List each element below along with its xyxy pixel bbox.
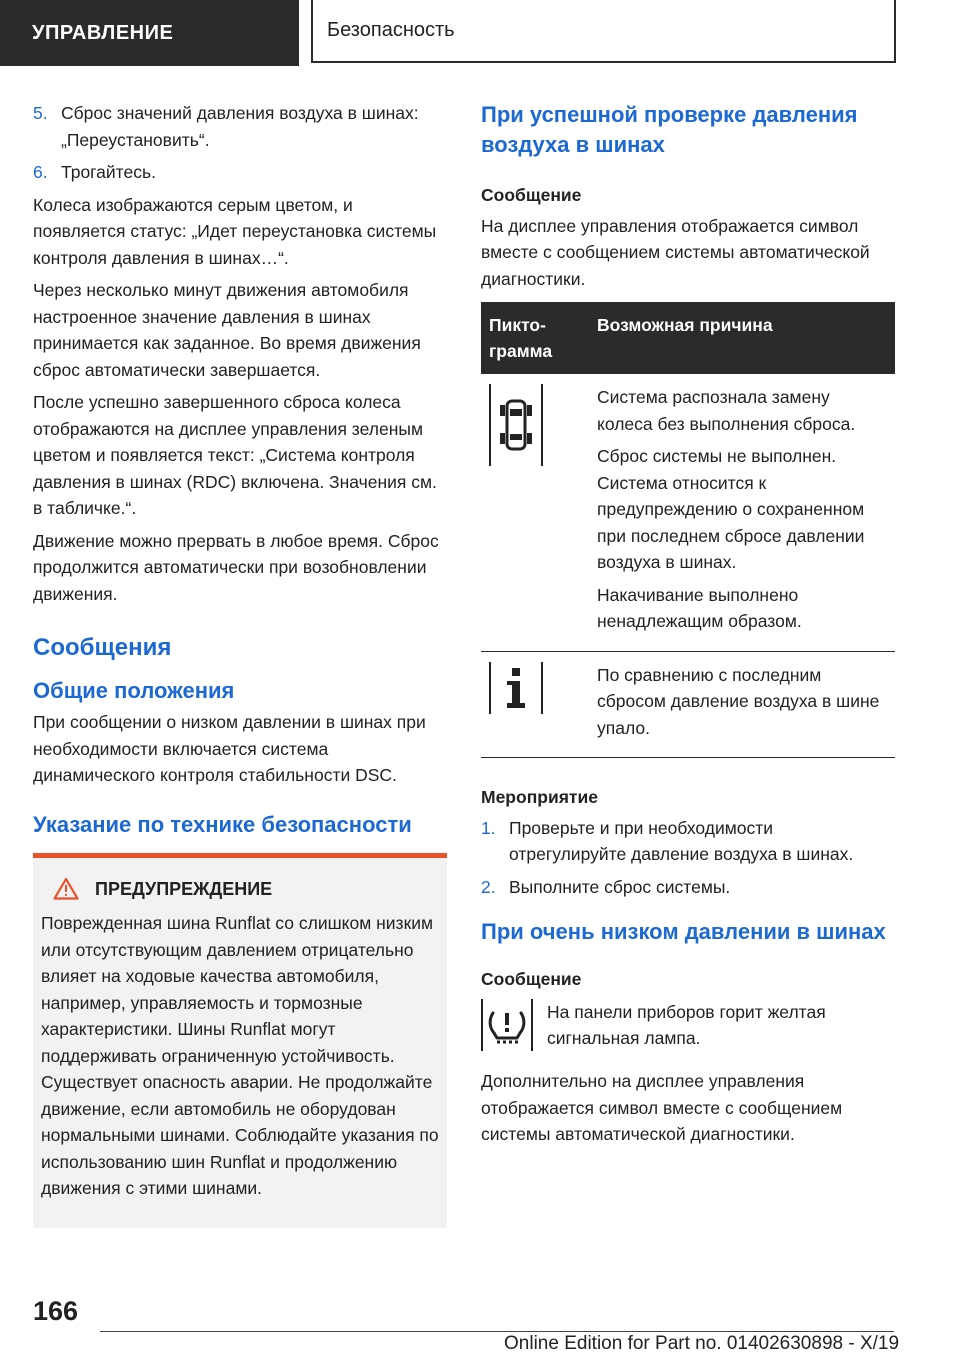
table-cell-cause xyxy=(589,651,895,758)
step-text: Выполните сброс системы. xyxy=(509,876,731,897)
cause-line: Система распознала замену колеса без выполнения сброса. xyxy=(597,387,856,434)
page-number: 166 xyxy=(33,1296,79,1326)
list-item xyxy=(481,874,895,901)
paragraph: Движение можно прервать в любое время. Сброс продолжится автоматически при возобновлении движения. xyxy=(33,530,439,604)
message-text: На дисплее управления отображается символ вместе с сообщением системы автоматической диагностики. xyxy=(481,215,870,289)
list-item xyxy=(33,100,447,153)
list-item xyxy=(33,159,447,186)
measure-label: Мероприятие xyxy=(481,787,598,807)
table-header-row xyxy=(481,302,895,374)
section-title: УПРАВЛЕНИЕ xyxy=(0,0,299,66)
low-message-text: На панели приборов горит желтая сигнальная лампа. xyxy=(547,1001,826,1048)
step-number: 5. xyxy=(33,103,48,123)
car-tires-icon xyxy=(489,384,543,466)
step-text: Сброс значений давления воздуха в шинах: „Переустановить“. xyxy=(61,103,419,150)
table-row xyxy=(481,374,895,651)
cause-line: Сброс системы не выполнен. Система относится к предупреждению о сохраненном при последнем сбросе давлении воздуха в шинах. xyxy=(597,446,865,572)
warning-title: ПРЕДУПРЕЖДЕНИЕ xyxy=(95,878,273,899)
car-top-view-icon xyxy=(496,395,536,455)
step-text: Трогайтесь. xyxy=(61,162,156,182)
cause-line: Накачивание выполнено ненадлежащим образом. xyxy=(597,584,802,631)
warning-box xyxy=(33,853,447,1228)
table-cell-icon xyxy=(481,374,589,651)
table-cell-cause xyxy=(589,374,895,651)
step-number: 6. xyxy=(33,162,48,182)
low-message-row xyxy=(481,999,895,1059)
paragraph: Колеса изображаются серым цветом, и появляется статус: „Идет переустановка системы контроля давления в шинах…“. xyxy=(33,194,437,268)
paragraph: Через несколько минут движения автомобиля настроенное значение давления в шинах принимается как заданное. Во время движения сброс автоматически завершается. xyxy=(33,280,421,380)
general-heading: Общие положения xyxy=(33,678,235,703)
warning-text: Поврежденная шина Runflat со слишком низким или отсутствующим давлением отрицательно влияет на ходовые качества автомобиля, например, управляемость и тормозные характеристики. Шины Runflat могут поддерживать ограниченную устойчивость. Существует опасность аварии. Не продолжайте движение, если автомобиль не оборудован нормальными шинами. Соблюдайте указания по использованию шин Runflat и продолжению движения с этими шинами. xyxy=(41,913,439,1198)
low-pressure-heading: При очень низком давлении в шинах xyxy=(481,919,886,944)
message-label: Сообщение xyxy=(481,185,582,205)
info-letter-icon xyxy=(504,666,528,710)
success-heading: При успешной проверке давления воздуха в шинах xyxy=(481,102,858,157)
table-header-cause: Возможная причина xyxy=(589,302,895,374)
step-text: Проверьте и при необходимости отрегулируйте давление воздуха в шинах. xyxy=(509,817,854,864)
table-header-pictogram: Пикто-грамма xyxy=(481,302,589,374)
paragraph: После успешно завершенного сброса колеса отображаются на дисплее управления зеленым цветом и появляется текст: „Система контроля давления в шинах (RDC) включена. Значения см. в табличке.“. xyxy=(33,392,437,518)
cause-table xyxy=(481,302,895,758)
general-text: При сообщении о низком давлении в шинах при необходимости включается система динамического контроля стабильности DSC. xyxy=(33,712,426,785)
warning-triangle-icon xyxy=(53,877,79,900)
right-column xyxy=(481,100,895,1154)
edition-text: Online Edition for Part no. 01402630898 - X/19 xyxy=(504,1333,900,1354)
low-message-label: Сообщение xyxy=(481,969,582,989)
table-cell-icon xyxy=(481,651,589,758)
subsection-title: Безопасность xyxy=(311,0,896,63)
step-number: 2. xyxy=(481,876,496,897)
step-number: 1. xyxy=(481,817,496,838)
warning-title-row xyxy=(41,876,439,903)
tpms-icon xyxy=(481,999,533,1051)
left-column xyxy=(33,100,447,1228)
list-item xyxy=(481,815,895,868)
cause-line: По сравнению с последним сбросом давление воздуха в шине упало. xyxy=(597,664,880,738)
page-header xyxy=(0,0,960,66)
info-icon xyxy=(489,662,543,714)
safety-heading: Указание по технике безопасности xyxy=(33,811,412,837)
low-extra-text: Дополнительно на дисплее управления отображается символ вместе с сообщением системы автоматической диагностики. xyxy=(481,1071,843,1144)
messages-heading: Сообщения xyxy=(33,634,172,661)
table-row xyxy=(481,651,895,758)
footer-divider xyxy=(100,1331,894,1332)
tire-pressure-warning-icon xyxy=(481,999,547,1059)
